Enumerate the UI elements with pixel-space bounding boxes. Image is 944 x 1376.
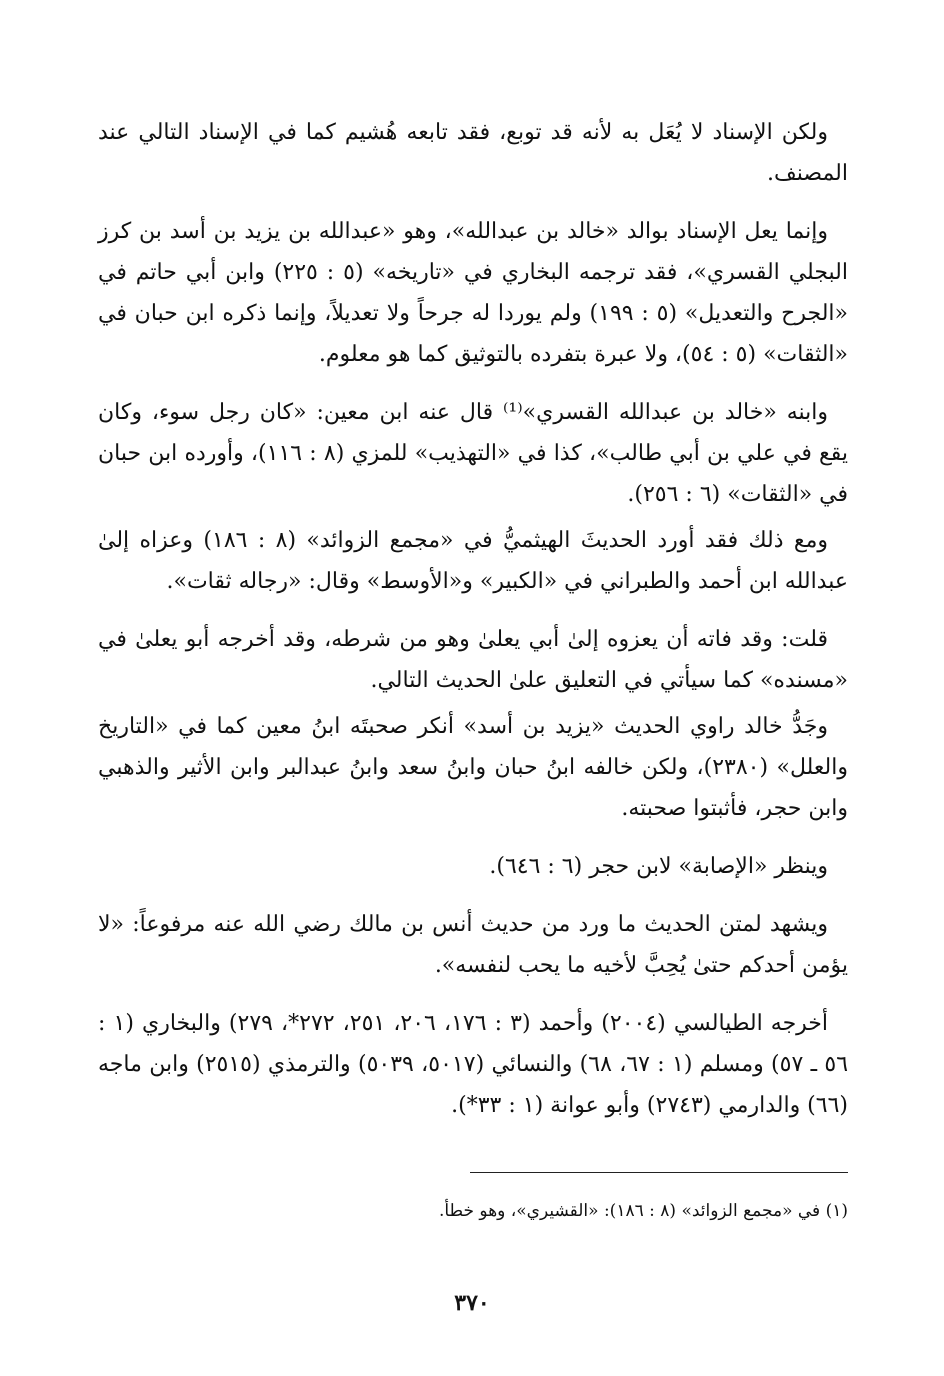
paragraph: وجَدُّ خالد راوي الحديث «يزيد بن أسد» أنكر صحبتَه ابنُ معين كما في «التاريخ والعلل» (٢٣٨٠)، ولكن خالفه ابنُ حبان وابنُ سعد وابنُ عبدالبر وابن الأثير والذهبي وابن حجر، فأثبتوا صحبته.	[98, 714, 848, 821]
paragraph: أخرجه الطيالسي (٢٠٠٤) وأحمد (٣ : ١٧٦، ٢٠٦، ٢٥١، ٢٧٢*، ٢٧٩) والبخاري (١ : ٥٦ ـ ٥٧) ومسلم (١ : ٦٧، ٦٨) والنسائي (٥٠١٧، ٥٠٣٩) والترمذي (٢٥١٥) وابن ماجه (٦٦) والدارمي (٢٧٤٣) وأبو عوانة (١ : ٣٣*).	[98, 1011, 849, 1118]
paragraph: ولكن الإسناد لا يُعَل به لأنه قد توبع، فقد تابعه هُشيم كما في الإسناد التالي عند المصنف.	[98, 120, 848, 186]
paragraph: وإنما يعل الإسناد بوالد «خالد بن عبدالله»، وهو «عبدالله بن يزيد بن أسد بن كرز البجلي القسري»، فقد ترجمه البخاري في «تاريخه» (٥ : ٢٢٥) وابن أبي حاتم في «الجرح والتعديل» (٥ : ١٩٩) ولم يوردا له جرحاً ولا تعديلاً، وإنما ذكره ابن حبان في «الثقات» (٥ : ٥٤)، ولا عبرة بتفرده بالتوثيق كما هو معلوم.	[98, 219, 848, 367]
paragraph: وابنه «خالد بن عبدالله القسري»⁽¹⁾ قال عنه ابن معين: «كان رجل سوء، وكان يقع في علي بن أبي طالب»، كذا في «التهذيب» للمزي (٨ : ١١٦)، وأورده ابن حبان في «الثقات» (٦ : ٢٥٦).	[98, 400, 848, 507]
paragraph: ومع ذلك فقد أورد الحديثَ الهيثميُّ في «مجمع الزوائد» (٨ : ١٨٦) وعزاه إلىٰ عبدالله ابن أحمد والطبراني في «الكبير» و«الأوسط» وقال: «رجاله ثقات».	[98, 528, 848, 594]
footnote: (١) في «مجمع الزوائد» (٨ : ١٨٦): «القشيري»، وهو خطأ.	[438, 1201, 848, 1221]
page-number: ٣٧٠	[454, 1290, 490, 1316]
paragraph: وينظر «الإصابة» لابن حجر (٦ : ٦٤٦).	[489, 854, 828, 879]
footnote-separator	[470, 1172, 848, 1173]
main-text	[98, 112, 848, 1126]
paragraph: قلت: وقد فاته أن يعزوه إلىٰ أبي يعلىٰ وهو من شرطه، وقد أخرجه أبو يعلىٰ في «مسنده» كما سيأتي في التعليق علىٰ الحديث التالي.	[98, 627, 848, 693]
paragraph: ويشهد لمتن الحديث ما ورد من حديث أنس بن مالك رضي الله عنه مرفوعاً: «لا يؤمن أحدكم حتىٰ يُحِبَّ لأخيه ما يحب لنفسه».	[98, 912, 848, 978]
